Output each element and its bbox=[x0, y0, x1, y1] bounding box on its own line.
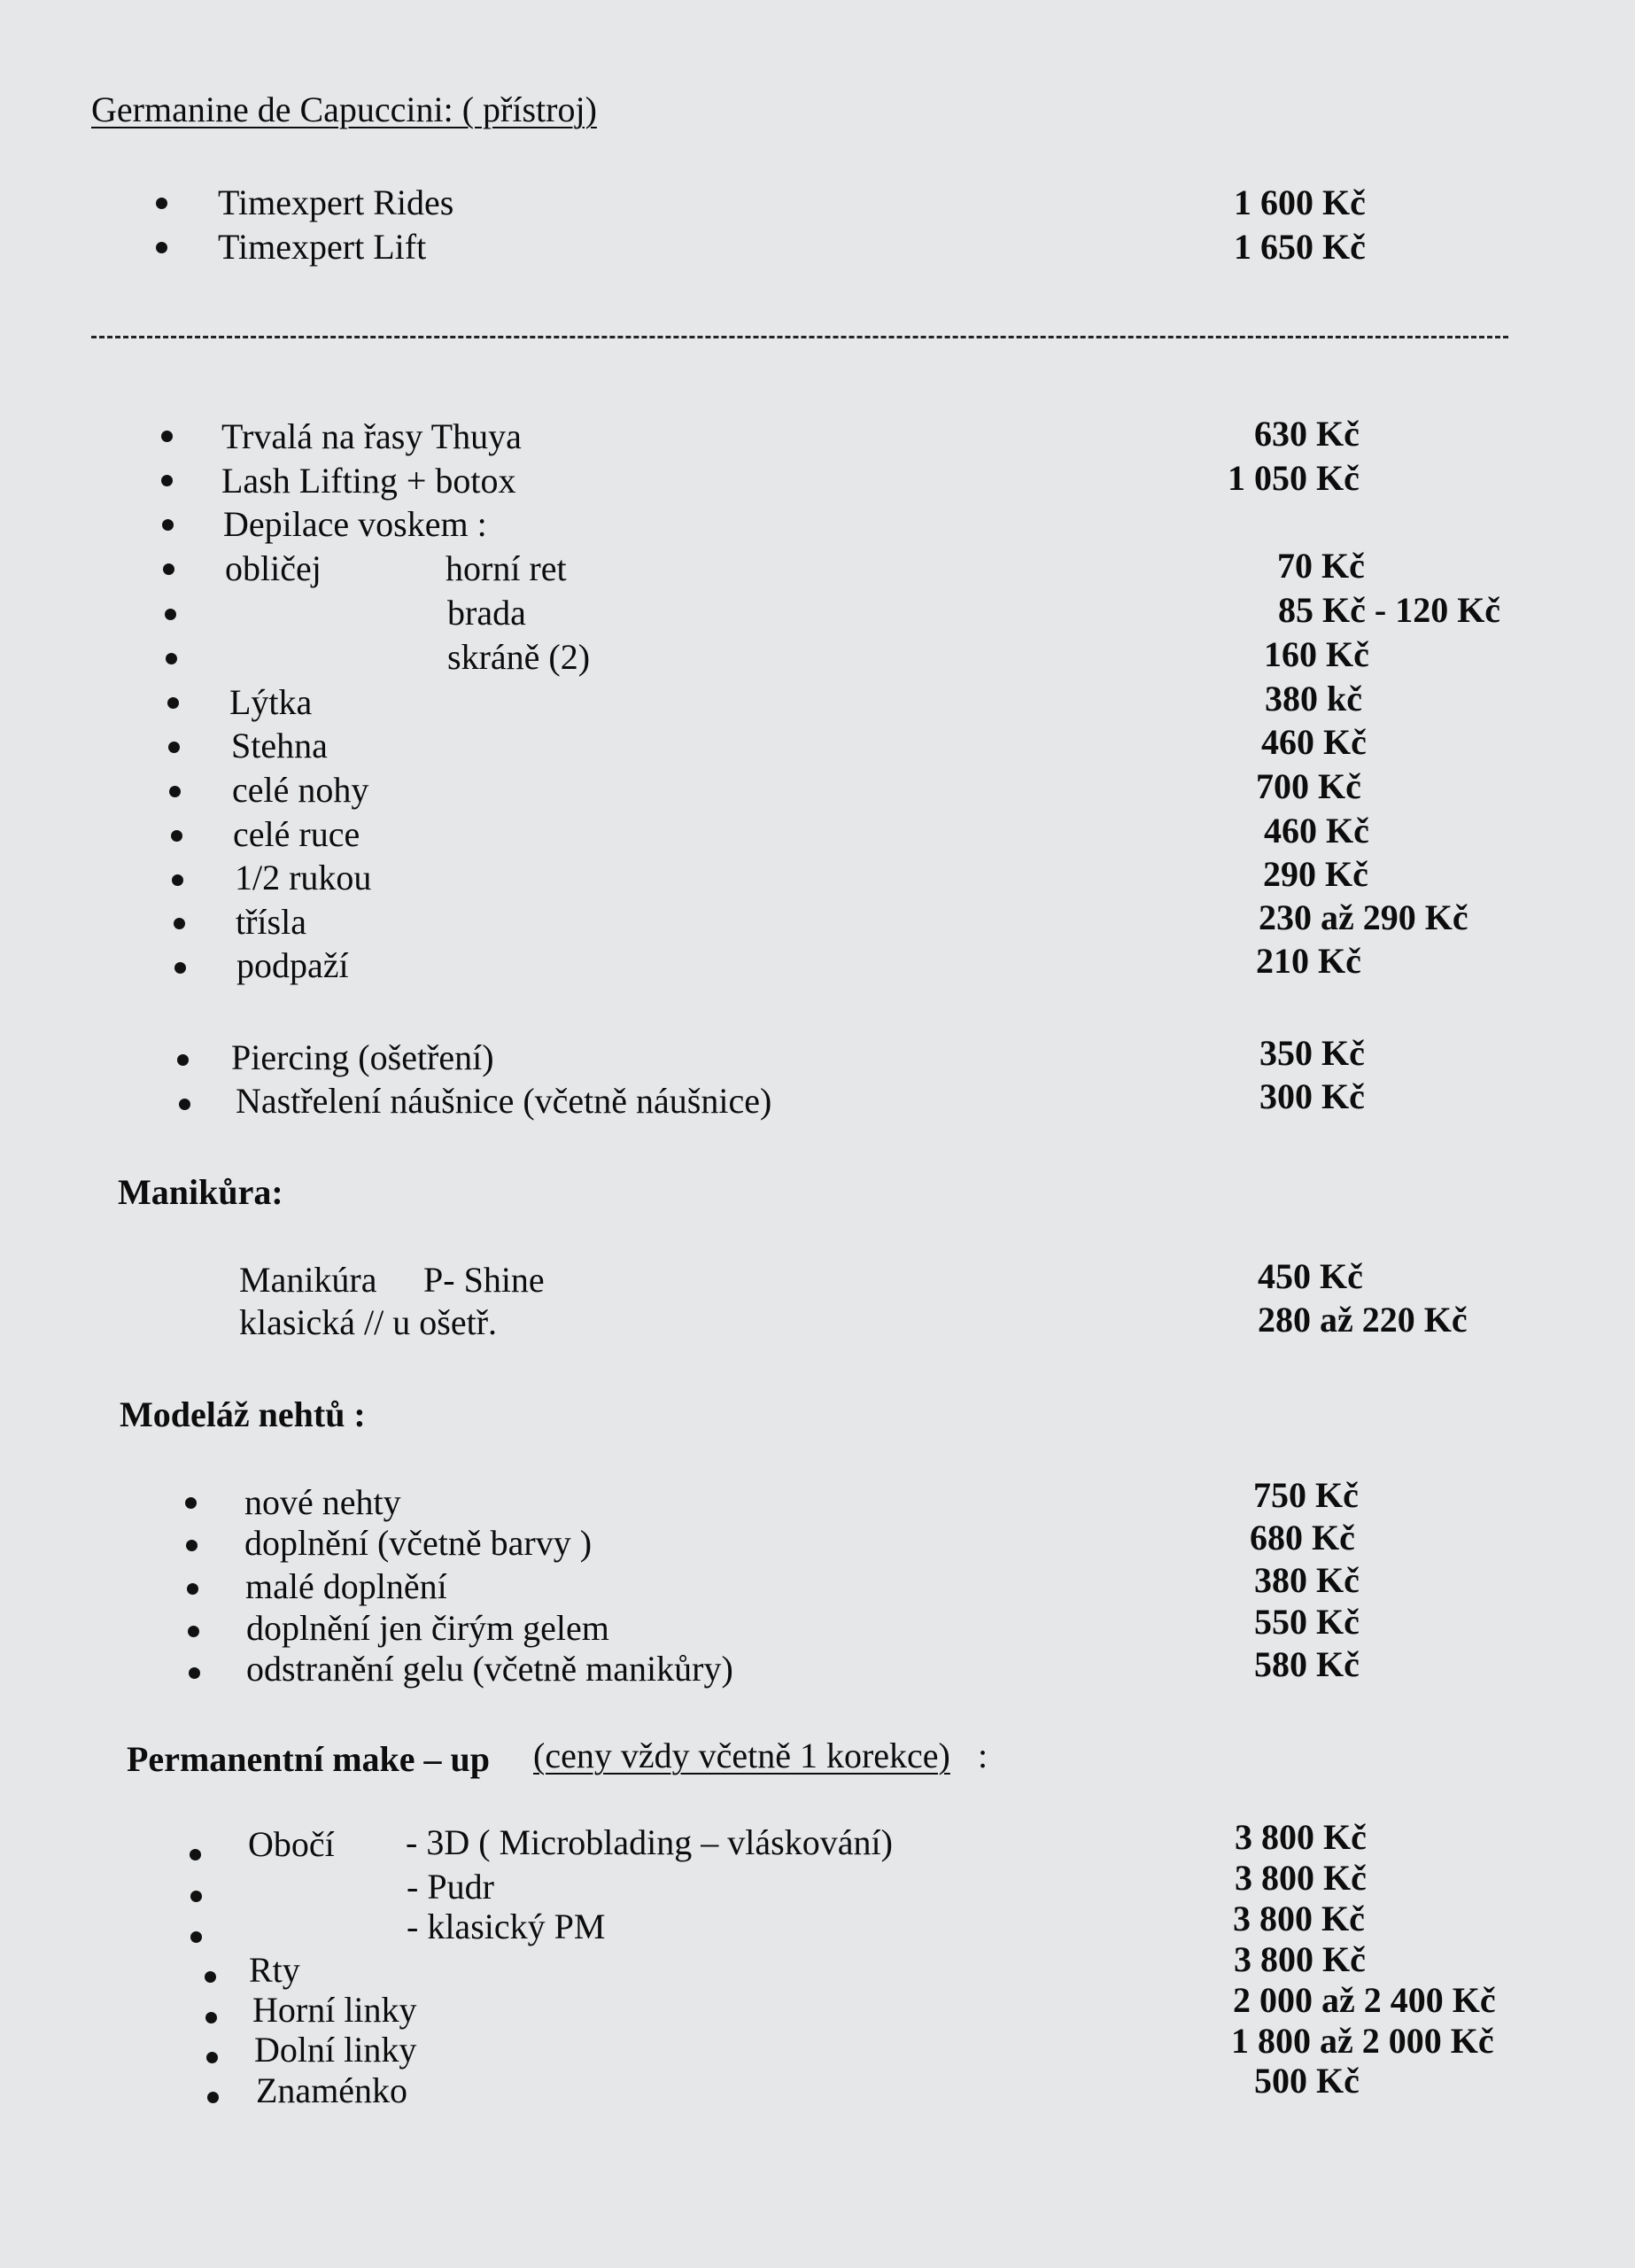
service-label: Dolní linky bbox=[254, 2030, 417, 2070]
bullet bbox=[205, 2012, 217, 2023]
service-price: 160 Kč bbox=[1264, 634, 1369, 674]
service-label: celé ruce bbox=[233, 814, 360, 854]
dashed-divider bbox=[91, 336, 1508, 338]
section-heading: Manikůra: bbox=[118, 1172, 283, 1212]
bullet bbox=[174, 918, 185, 929]
section-heading: Modeláž nehtů : bbox=[120, 1394, 366, 1434]
service-label: Timexpert Lift bbox=[218, 227, 427, 267]
bullet bbox=[179, 1099, 190, 1110]
service-price: 1 650 Kč bbox=[1234, 227, 1366, 267]
service-label: Lash Lifting + botox bbox=[221, 461, 516, 501]
bullet bbox=[169, 786, 181, 797]
bullet bbox=[172, 874, 183, 886]
service-price: 1 800 až 2 000 Kč bbox=[1231, 2021, 1494, 2061]
service-price: 1 050 Kč bbox=[1228, 458, 1360, 498]
service-label: doplnění (včetně barvy ) bbox=[244, 1523, 593, 1563]
service-price: 230 až 290 Kč bbox=[1259, 897, 1468, 937]
service-label: Stehna bbox=[231, 726, 328, 765]
service-price: 680 Kč bbox=[1250, 1518, 1355, 1557]
bullet bbox=[185, 1497, 197, 1509]
service-price: 1 600 Kč bbox=[1234, 183, 1366, 222]
service-label: třísla bbox=[236, 902, 306, 942]
service-price: 460 Kč bbox=[1261, 722, 1367, 762]
service-sublabel: - klasický PM bbox=[407, 1907, 606, 1946]
bullet bbox=[161, 431, 173, 442]
service-price: 3 800 Kč bbox=[1235, 1858, 1367, 1898]
bullet bbox=[171, 830, 182, 842]
section-note-colon: : bbox=[978, 1736, 988, 1775]
service-sublabel: - Pudr bbox=[407, 1867, 494, 1907]
service-label: Manikúra bbox=[239, 1260, 377, 1300]
service-price: 630 Kč bbox=[1254, 414, 1360, 454]
service-label: Rty bbox=[249, 1950, 300, 1990]
service-price: 70 Kč bbox=[1277, 546, 1365, 586]
service-sublabel: skráně (2) bbox=[447, 637, 591, 677]
bullet bbox=[168, 742, 180, 753]
service-price: 550 Kč bbox=[1254, 1602, 1360, 1642]
service-price: 2 000 až 2 400 Kč bbox=[1233, 1980, 1496, 2020]
service-label: nové nehty bbox=[244, 1482, 401, 1522]
service-sublabel: horní ret bbox=[446, 548, 567, 588]
page-title: Germanine de Capuccini: ( přístroj) bbox=[91, 89, 597, 129]
section-note: (ceny vždy včetně 1 korekce) bbox=[533, 1736, 950, 1775]
service-price: 450 Kč bbox=[1258, 1256, 1363, 1296]
service-price: 460 Kč bbox=[1264, 811, 1369, 850]
service-label: podpaží bbox=[236, 945, 349, 985]
service-price: 3 800 Kč bbox=[1235, 1817, 1367, 1857]
service-price: 750 Kč bbox=[1253, 1475, 1359, 1515]
bullet bbox=[190, 1849, 201, 1860]
service-price: 580 Kč bbox=[1254, 1644, 1360, 1684]
service-sublabel: brada bbox=[447, 593, 526, 633]
service-label: Timexpert Rides bbox=[218, 183, 454, 222]
bullet bbox=[207, 2092, 219, 2103]
bullet bbox=[188, 1626, 199, 1637]
service-sublabel: P- Shine bbox=[423, 1260, 545, 1300]
service-label: klasická // u ošetř. bbox=[239, 1302, 498, 1342]
service-label: Obočí bbox=[248, 1824, 335, 1864]
bullet bbox=[165, 609, 176, 620]
bullet bbox=[174, 962, 186, 974]
bullet bbox=[189, 1667, 200, 1679]
bullet bbox=[187, 1583, 198, 1595]
service-price: 300 Kč bbox=[1259, 1076, 1365, 1116]
section-heading: Permanentní make – up bbox=[127, 1739, 490, 1779]
service-price: 3 800 Kč bbox=[1234, 1939, 1366, 1979]
service-price: 380 Kč bbox=[1254, 1560, 1360, 1600]
service-label: Lýtka bbox=[229, 682, 313, 722]
bullet bbox=[163, 563, 174, 575]
bullet bbox=[206, 2052, 218, 2063]
service-price: 290 Kč bbox=[1263, 854, 1368, 894]
service-price: 700 Kč bbox=[1256, 766, 1361, 806]
service-label: Trvalá na řasy Thuya bbox=[221, 416, 522, 456]
service-label: Depilace voskem : bbox=[223, 504, 487, 544]
service-label: doplnění jen čirým gelem bbox=[246, 1608, 609, 1648]
bullet bbox=[190, 1931, 202, 1943]
bullet bbox=[190, 1891, 202, 1902]
service-price: 350 Kč bbox=[1259, 1033, 1365, 1073]
service-label: Piercing (ošetření) bbox=[231, 1037, 494, 1077]
service-label: Nastřelení náušnice (včetně náušnice) bbox=[236, 1081, 772, 1121]
bullet bbox=[177, 1054, 189, 1066]
bullet bbox=[186, 1540, 198, 1551]
bullet bbox=[167, 697, 179, 709]
bullet bbox=[162, 519, 174, 531]
service-label: malé doplnění bbox=[245, 1566, 447, 1606]
service-label: Horní linky bbox=[252, 1990, 417, 2030]
bullet bbox=[156, 198, 167, 209]
service-label: Znaménko bbox=[256, 2070, 408, 2110]
bullet bbox=[205, 1971, 216, 1983]
service-label: 1/2 rukou bbox=[235, 858, 372, 897]
service-price: 3 800 Kč bbox=[1233, 1899, 1365, 1938]
service-label: odstranění gelu (včetně manikůry) bbox=[246, 1649, 733, 1689]
service-price: 85 Kč - 120 Kč bbox=[1278, 590, 1501, 630]
service-label: celé nohy bbox=[232, 770, 369, 810]
bullet bbox=[166, 653, 177, 664]
service-price: 500 Kč bbox=[1254, 2061, 1360, 2101]
bullet bbox=[161, 475, 173, 486]
service-price: 210 Kč bbox=[1256, 941, 1361, 981]
service-label: obličej bbox=[225, 548, 322, 588]
bullet bbox=[156, 242, 167, 253]
service-price: 380 kč bbox=[1265, 679, 1362, 718]
service-sublabel: - 3D ( Microblading – vláskování) bbox=[406, 1822, 893, 1862]
service-price: 280 až 220 Kč bbox=[1258, 1300, 1468, 1340]
